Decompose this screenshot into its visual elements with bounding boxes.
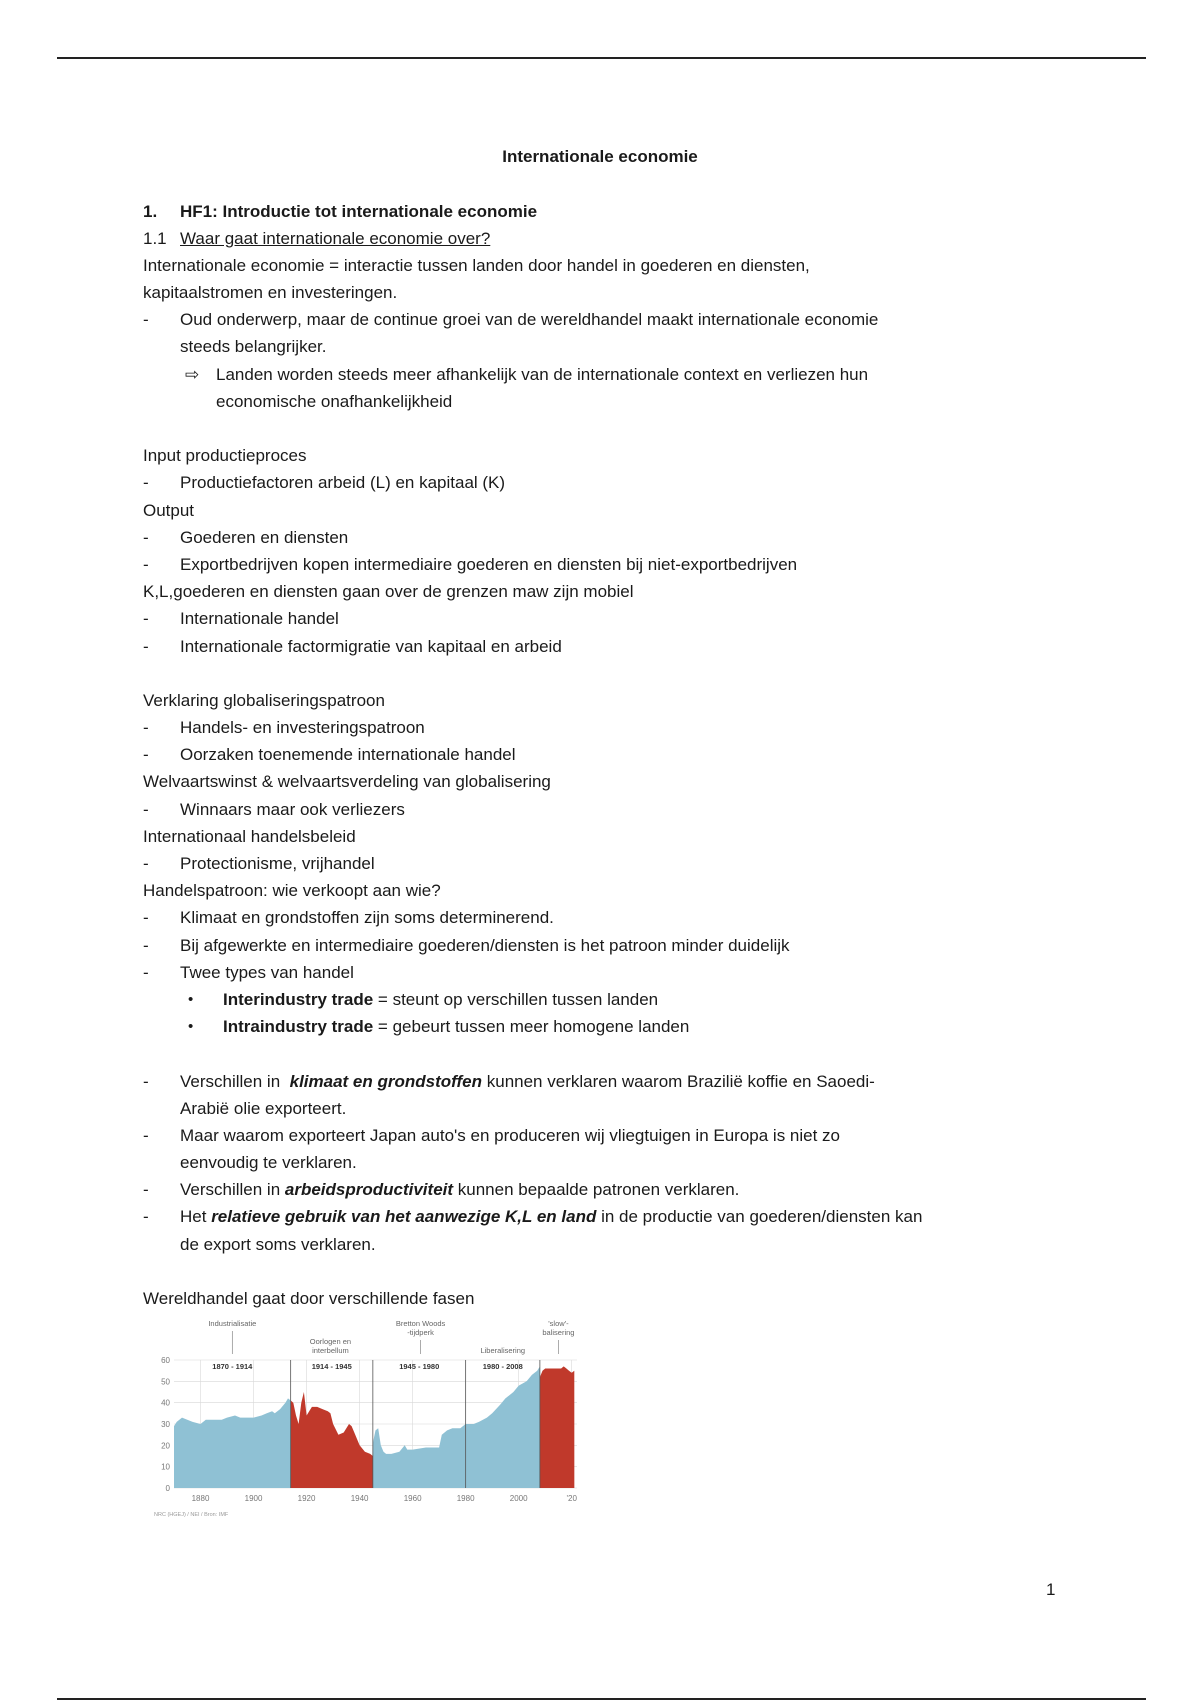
phase-range-label: 1980 - 2008 [482,1362,523,1371]
list-item: - Klimaat en grondstoffen zijn soms determinerend. [143,908,554,928]
list-item: - Maar waarom exporteert Japan auto's en produceren wij vliegtuigen in Europa is niet zo [143,1125,841,1145]
y-tick-label: 40 [161,1398,170,1408]
chart-source: NRC (HGEJ) / NEI / Bron: IMF [154,1512,229,1518]
list-item: - Protectionisme, vrijhandel [143,854,375,873]
x-tick-label: 1960 [403,1494,422,1503]
area-1945-2008 [373,1366,540,1488]
list-item: - Internationale handel [143,609,339,629]
heading-1: 1. HF1: Introductie tot internationale economie [143,201,538,221]
text-line: Verklaring globaliseringspatroon [143,690,385,710]
bullet-item: • Interindustry trade = steunt op verschillen tussen landen [143,986,1093,1013]
phase-name-label: Industrialisatie [208,1319,257,1328]
x-tick-label: 1880 [191,1494,210,1503]
list-item: - Winnaars maar ook verliezers [143,799,405,819]
phase-name-label: Oorlogen en [309,1337,352,1346]
document-body [143,198,1093,1313]
phase-name-label: Liberalisering [480,1346,526,1355]
phase-range-label: 1945 - 1980 [399,1362,440,1371]
text-line: Welvaartswinst & welvaartsverdeling van globalisering [143,772,551,792]
x-tick-label: 2000 [509,1494,528,1503]
blank-line [143,660,1093,687]
blank-line [143,1258,1093,1285]
text-line: Handelspatroon: wie verkoopt aan wie? [143,881,441,901]
text-line: K,L,goederen en diensten gaan over de grenzen maw zijn mobiel [143,582,634,602]
text-line: Internationale economie = interactie tussen landen door handel in goederen en diensten, [143,255,810,275]
list-item: - Productiefactoren arbeid (L) en kapitaal (K) [143,473,506,493]
phase-name-label: interbellum [312,1346,349,1355]
document-title: Internationale economie [502,147,698,166]
y-tick-label: 20 [161,1441,170,1451]
x-tick-label: 1940 [350,1494,369,1503]
list-item: - Verschillen in arbeidsproductiviteit kunnen bepaalde patronen verklaren. [143,1180,740,1200]
bullet-item: • Intraindustry trade = gebeurt tussen meer homogene landen [143,1013,1093,1040]
phase-range-label: 1914 - 1945 [311,1362,352,1371]
bullet-icon: • [188,1018,194,1036]
list-item-continued: de export soms verklaren. [180,1234,376,1254]
heading-1-1: 1.1 Waar gaat internationale economie over? [143,228,491,248]
list-item: - Exportbedrijven kopen intermediaire goederen en diensten bij niet-exportbedrijven [143,554,798,574]
list-item: - Oorzaken toenemende internationale handel [143,745,516,765]
text-line: Wereldhandel gaat door verschillende fasen [143,1289,475,1308]
world-trade-chart [143,1318,593,1528]
phase-name-label: 'slow'- [548,1319,569,1328]
phase-name-label: balisering [542,1328,575,1337]
x-tick-label: 1920 [297,1494,316,1503]
text-line: kapitaalstromen en investeringen. [143,283,398,303]
page-number: 1 [1046,1580,1056,1599]
list-item-continued: Arabië olie exporteert. [180,1098,347,1118]
list-item-continued: eenvoudig te verklaren. [180,1153,357,1173]
list-item: - Handels- en investeringspatroon [143,718,425,738]
phase-name-label: Bretton Woods [395,1319,446,1328]
arrow-icon: ⇨ [185,364,200,384]
y-tick-label: 60 [161,1356,170,1365]
y-tick-label: 50 [161,1377,170,1387]
list-item: - Internationale factormigratie van kapitaal en arbeid [143,636,562,656]
text-line: Output [143,500,195,520]
list-item: - Oud onderwerp, maar de continue groei van de wereldhandel maakt internationale economie [143,310,879,330]
y-tick-label: 30 [161,1420,170,1429]
area-1914-1945 [291,1392,373,1488]
bullet-icon: • [188,990,194,1008]
text-line: Internationaal handelsbeleid [143,826,356,846]
header-rule [57,57,1146,59]
y-tick-label: 10 [161,1462,170,1472]
footer-rule [57,1698,1146,1700]
list-item: - Twee types van handel [143,962,354,982]
list-item: - Bij afgewerkte en intermediaire goederen/diensten is het patroon minder duidelijk [143,935,790,955]
list-item: - Goederen en diensten [143,527,349,547]
area-2008-2021 [540,1366,574,1488]
arrow-item: ⇨ Landen worden steeds meer afhankelijk van de internationale context en verliezen hun [143,361,1093,388]
phase-name-label: -tijdperk [407,1328,434,1337]
y-tick-label: 0 [165,1484,170,1493]
blank-line [143,1040,1093,1067]
x-tick-label: 1980 [456,1494,475,1503]
list-item: - Verschillen in klimaat en grondstoffen kunnen verklaren waarom Brazilië koffie en Saoedi- [143,1071,875,1091]
list-item-continued: steeds belangrijker. [180,337,327,357]
list-item: - Het relatieve gebruik van het aanwezige K,L en land in de productie van goederen/diensten kan [143,1207,923,1227]
arrow-item-continued: economische onafhankelijkheid [216,391,453,411]
blank-line [143,415,1093,442]
area-1870-1914 [174,1398,291,1488]
text-line: Input productieproces [143,446,307,466]
x-tick-label: '20 [566,1494,577,1503]
phase-range-label: 1870 - 1914 [212,1362,253,1371]
x-tick-label: 1900 [244,1494,263,1503]
